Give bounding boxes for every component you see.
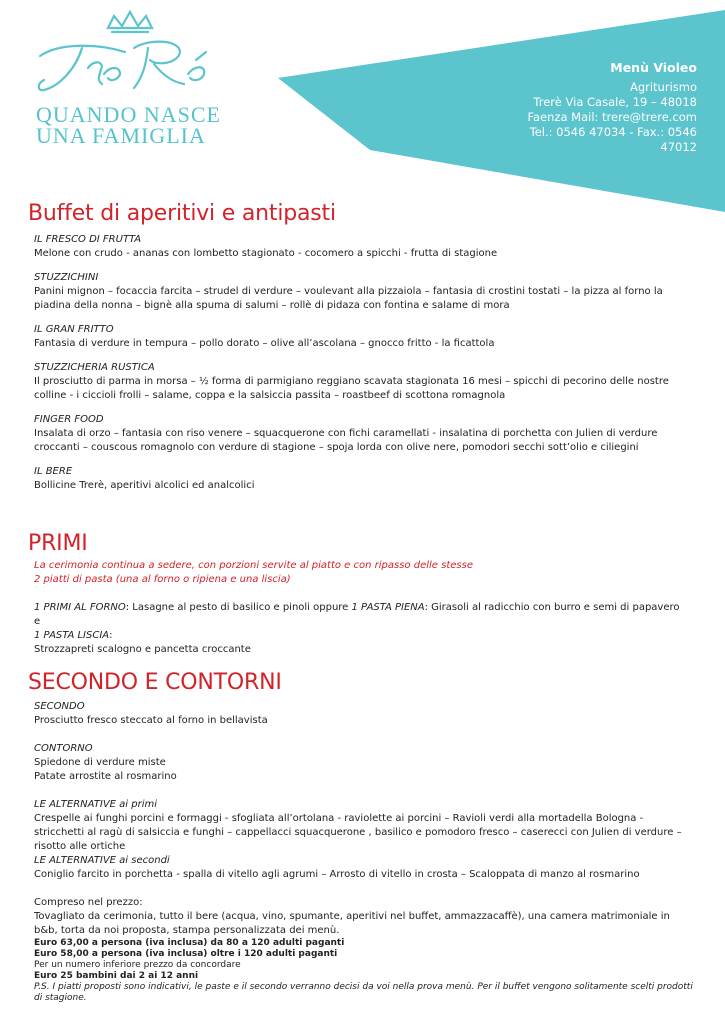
liscia-text: Strozzapreti scalogno e pancetta croccante [34, 644, 251, 655]
secondo-title: SECONDO E CONTORNI [28, 670, 282, 695]
contorno-label: CONTORNO [34, 743, 93, 754]
item-label: STUZZICHINI [34, 272, 99, 283]
ps-note: P.S. I piatti proposti sono indicativi, le paste e il secondo verranno decisi da voi nella prova menù. Per il buffet vengono solitamente scelti prodotti di stagione. [34, 982, 693, 1003]
piena-text: : Girasoli al radicchio con burro e semi di papavero [424, 602, 680, 613]
forno-label: 1 PRIMI AL FORNO [34, 602, 126, 613]
alt-secondi-label: LE ALTERNATIVE [34, 855, 116, 866]
primi-note-2: 2 piatti di pasta (una al forno o ripiena e una liscia) [34, 574, 291, 585]
compreso-label: Compreso nel prezzo: [34, 897, 143, 908]
forno-text: : Lasagne al pesto di basilico e pinoli oppure [125, 602, 352, 613]
primi-block [34, 559, 694, 657]
contorno-item-1: Spiedone di verdure miste [34, 757, 166, 768]
alt-secondi-suffix: ai secondi [116, 855, 170, 866]
item-label: IL FRESCO DI FRUTTA [34, 234, 142, 245]
compreso-text: Tovagliato da cerimonia, tutto il bere (acqua, vino, spumante, aperitivi nel buffet, ammazzacaffè), una camera matrimoniale in b&b, torta da noi proposta, stampa personalizzata dei menù. [34, 911, 670, 936]
buffet-item [34, 465, 694, 493]
secondo-label: SECONDO [34, 701, 85, 712]
liscia-line [34, 629, 694, 643]
item-label: STUZZICHERIA RUSTICA [34, 362, 155, 373]
buffet-title: Buffet di aperitivi e antipasti [28, 201, 336, 226]
tagline-line2: UNA FAMIGLIA [36, 123, 206, 148]
item-text: Bollicine Trerè, aperitivi alcolici ed analcolici [34, 480, 255, 491]
buffet-item [34, 361, 694, 403]
primi-note-1: La cerimonia continua a sedere, con porzioni servite al piatto e con ripasso delle stesse [34, 560, 473, 571]
contact-info [517, 80, 697, 155]
primi-forno-line [34, 601, 694, 615]
address-text: Trerè Via Casale, 19 – 48018 Faenza Mail: trere@trere.com [527, 95, 697, 124]
primi-e: e [34, 616, 41, 627]
contorno-item-2: Patate arrostite al rosmarino [34, 771, 177, 782]
alt-primi-heading [34, 798, 694, 812]
item-label: IL GRAN FRITTO [34, 324, 114, 335]
item-text: Insalata di orzo – fantasia con riso venere – squacquerone con fichi caramellati - insalatina di porchetta con Julien di verdure croccanti – couscous romagnolo con verdure di stagione – spoja lorda con olive nere, pomodori secchi sott’olio e ciliegini [34, 428, 658, 453]
tagline-line1: QUANDO NASCE [36, 102, 221, 127]
alt-secondi-text: Coniglio farcito in porchetta - spalla di vitello agli agrumi – Arrosto di vitello in crosta – Scaloppata di manzo al rosmarino [34, 869, 640, 880]
liscia-label: 1 PASTA LISCIA [34, 630, 110, 641]
alt-primi-suffix: ai primi [116, 799, 158, 810]
piena-label: 1 PASTA PIENA [351, 602, 425, 613]
secondo-text: Prosciutto fresco steccato al forno in bellavista [34, 715, 268, 726]
item-text: Panini mignon – focaccia farcita – strudel di verdure – voulevant alla pizzaiola – fantasia di crostini tostati – la pizza al forno la piadina della nonna – bignè alla spuma di salumi – rollè di pidaza con fontina e salame di mora [34, 286, 663, 311]
children-price: Euro 25 bambini dai 2 ai 12 anni [34, 971, 199, 981]
buffet-item [34, 323, 694, 351]
item-text: Il prosciutto di parma in morsa – ½ forma di parmigiano reggiano scavata stagionata 16 mesi – spicchi di pecorino delle nostre colline - i cicciolі frolli – salame, coppa e la salsiccia passita – roastbeef di scottona romagnola [34, 376, 669, 401]
price-1: Euro 63,00 a persona (iva inclusa) da 80 a 120 adulti paganti [34, 938, 345, 948]
item-label: FINGER FOOD [34, 414, 104, 425]
menu-name: Menù Violeo [610, 60, 697, 75]
alt-primi-text: Crespelle ai funghi porcini e formaggi - sfogliata all’ortolana - raviolette ai porcini – Ravioli verdi alla mortadella Bologna - stricchetti al ragù di salsiccia e funghi – cappellacci squacquerone , basilico e pomodoro fresco – caserecci con Julien di verdure – risotto alle ortiche [34, 813, 682, 852]
primi-title: PRIMI [28, 531, 88, 556]
alt-secondi-heading [34, 854, 694, 868]
price-2: Euro 58,00 a persona (iva inclusa) oltre i 120 adulti paganti [34, 949, 338, 959]
liscia-colon: : [109, 630, 113, 641]
buffet-item [34, 271, 694, 313]
item-label: IL BERE [34, 466, 73, 477]
item-text: Melone con crudo - ananas con lombetto stagionato - cocomero a spicchi - frutta di stagione [34, 248, 498, 259]
alt-primi-label: LE ALTERNATIVE [34, 799, 116, 810]
buffet-item [34, 233, 694, 261]
agritourism-label: Agriturismo [629, 80, 697, 94]
secondo-block [34, 700, 694, 1004]
buffet-item [34, 413, 694, 455]
phone-text: Tel.: 0546 47034 - Fax.: 0546 47012 [529, 125, 697, 154]
item-text: Fantasia di verdure in tempura – pollo dorato – olive all’ascolana – gnocco fritto - la ficattola [34, 338, 495, 349]
price-note: Per un numero inferiore prezzo da concordare [34, 960, 241, 970]
buffet-items [34, 233, 694, 493]
